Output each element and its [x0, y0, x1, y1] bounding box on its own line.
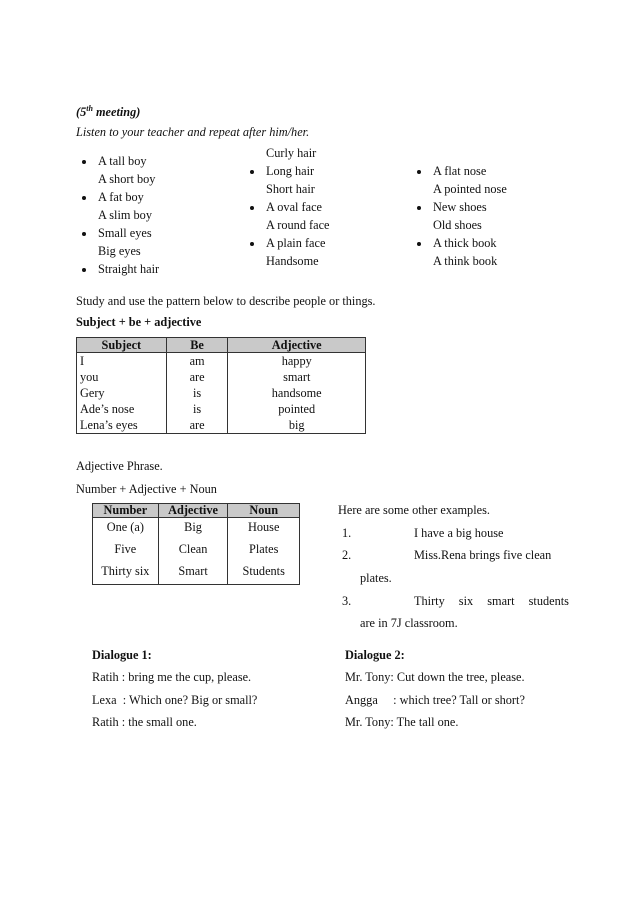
- list-item: A short boy: [98, 172, 156, 186]
- table-cell: are: [166, 417, 228, 434]
- list-item: A think book: [433, 254, 498, 268]
- bullet-icon: [250, 206, 254, 210]
- table-cell: Gery: [77, 385, 167, 401]
- table-cell: Lena’s eyes: [77, 417, 167, 434]
- list-item: A round face: [266, 218, 330, 232]
- example-text: I have a big house: [414, 526, 504, 540]
- table-cell: Ade’s nose: [77, 401, 167, 417]
- dialogue-1-line: Lexa : Which one? Big or small?: [92, 693, 258, 707]
- table-header: Noun: [228, 504, 300, 518]
- list-item: A thick book: [433, 236, 497, 250]
- table-cell: Thirty six: [93, 562, 159, 585]
- table-row: [93, 562, 300, 585]
- bullet-icon: [82, 160, 86, 164]
- table-cell: handsome: [228, 385, 366, 401]
- table-cell: pointed: [228, 401, 366, 417]
- phrase-formula: Number + Adjective + Noun: [76, 482, 217, 496]
- table-cell: Students: [228, 562, 300, 585]
- table-row: [93, 518, 300, 541]
- list-item: Handsome: [266, 254, 319, 268]
- list-item: Curly hair: [266, 146, 317, 160]
- table-cell: smart: [228, 369, 366, 385]
- examples-title: Here are some other examples.: [338, 503, 490, 517]
- table-header: Adjective: [228, 338, 366, 353]
- table-cell: One (a): [93, 518, 159, 541]
- list-item: A fat boy: [98, 190, 144, 204]
- table-cell: am: [166, 353, 228, 370]
- bullet-icon: [417, 170, 421, 174]
- table-cell: are: [166, 369, 228, 385]
- pattern-formula: Subject + be + adjective: [76, 315, 202, 329]
- table-row: [77, 369, 366, 385]
- table-cell: Plates: [228, 540, 300, 562]
- pattern-intro: Study and use the pattern below to describe people or things.: [76, 294, 376, 308]
- list-item: Short hair: [266, 182, 315, 196]
- table-cell: Five: [93, 540, 159, 562]
- table-cell: Smart: [158, 562, 228, 585]
- example-text: Thirty six smart students: [414, 594, 569, 608]
- meeting-sup: th: [86, 104, 93, 113]
- example-number: 3.: [342, 594, 352, 608]
- phrase-table: [92, 503, 300, 585]
- example-number: 1.: [342, 526, 352, 540]
- dialogue-2-line: Mr. Tony: The tall one.: [345, 715, 459, 729]
- table-cell: Big: [158, 518, 228, 541]
- example-continuation: plates.: [360, 571, 392, 585]
- bullet-icon: [250, 170, 254, 174]
- dialogue-2-line: Angga : which tree? Tall or short?: [345, 693, 525, 707]
- table-header-row: [93, 504, 300, 518]
- table-cell: big: [228, 417, 366, 434]
- table-cell: I: [77, 353, 167, 370]
- bullet-icon: [82, 196, 86, 200]
- table-header-row: [77, 338, 366, 353]
- meeting-prefix: (5: [76, 105, 87, 120]
- dialogue-1-title: Dialogue 1:: [92, 648, 152, 662]
- example-continuation: are in 7J classroom.: [360, 616, 458, 630]
- list-item: A plain face: [266, 236, 326, 250]
- table-cell: is: [166, 401, 228, 417]
- table-cell: House: [228, 518, 300, 541]
- meeting-suffix: meeting): [92, 105, 141, 120]
- table-row: [77, 385, 366, 401]
- example-text: Miss.Rena brings five clean: [414, 548, 552, 562]
- list-item: A oval face: [266, 200, 322, 214]
- bullet-icon: [417, 206, 421, 210]
- bullet-icon: [82, 268, 86, 272]
- table-header: Be: [166, 338, 228, 353]
- list-item: Big eyes: [98, 244, 141, 258]
- table-header: Adjective: [158, 504, 228, 518]
- table-cell: happy: [228, 353, 366, 370]
- list-item: Long hair: [266, 164, 315, 178]
- dialogue-2-line: Mr. Tony: Cut down the tree, please.: [345, 670, 525, 684]
- list-item: A pointed nose: [433, 182, 507, 196]
- bullet-icon: [417, 242, 421, 246]
- list-item: Old shoes: [433, 218, 482, 232]
- table-cell: you: [77, 369, 167, 385]
- table-header: Number: [93, 504, 159, 518]
- table-cell: is: [166, 385, 228, 401]
- table-row: [93, 540, 300, 562]
- example-number: 2.: [342, 548, 352, 562]
- dialogue-2-title: Dialogue 2:: [345, 648, 405, 662]
- meeting-title: [76, 101, 140, 120]
- dialogue-1-line: Ratih : the small one.: [92, 715, 197, 729]
- list-item: Small eyes: [98, 226, 152, 240]
- instruction-text: Listen to your teacher and repeat after him/her.: [76, 125, 310, 139]
- list-item: A tall boy: [98, 154, 147, 168]
- dialogue-1-line: Ratih : bring me the cup, please.: [92, 670, 252, 684]
- table-header: Subject: [77, 338, 167, 353]
- phrase-title: Adjective Phrase.: [76, 459, 163, 473]
- bullet-icon: [82, 232, 86, 236]
- bullet-icon: [250, 242, 254, 246]
- table-row: [77, 417, 366, 434]
- table-cell: Clean: [158, 540, 228, 562]
- list-item: A slim boy: [98, 208, 152, 222]
- list-item: A flat nose: [433, 164, 487, 178]
- pattern-table: [76, 337, 366, 434]
- list-item: New shoes: [433, 200, 487, 214]
- list-item: Straight hair: [98, 262, 160, 276]
- table-row: [77, 353, 366, 370]
- table-row: [77, 401, 366, 417]
